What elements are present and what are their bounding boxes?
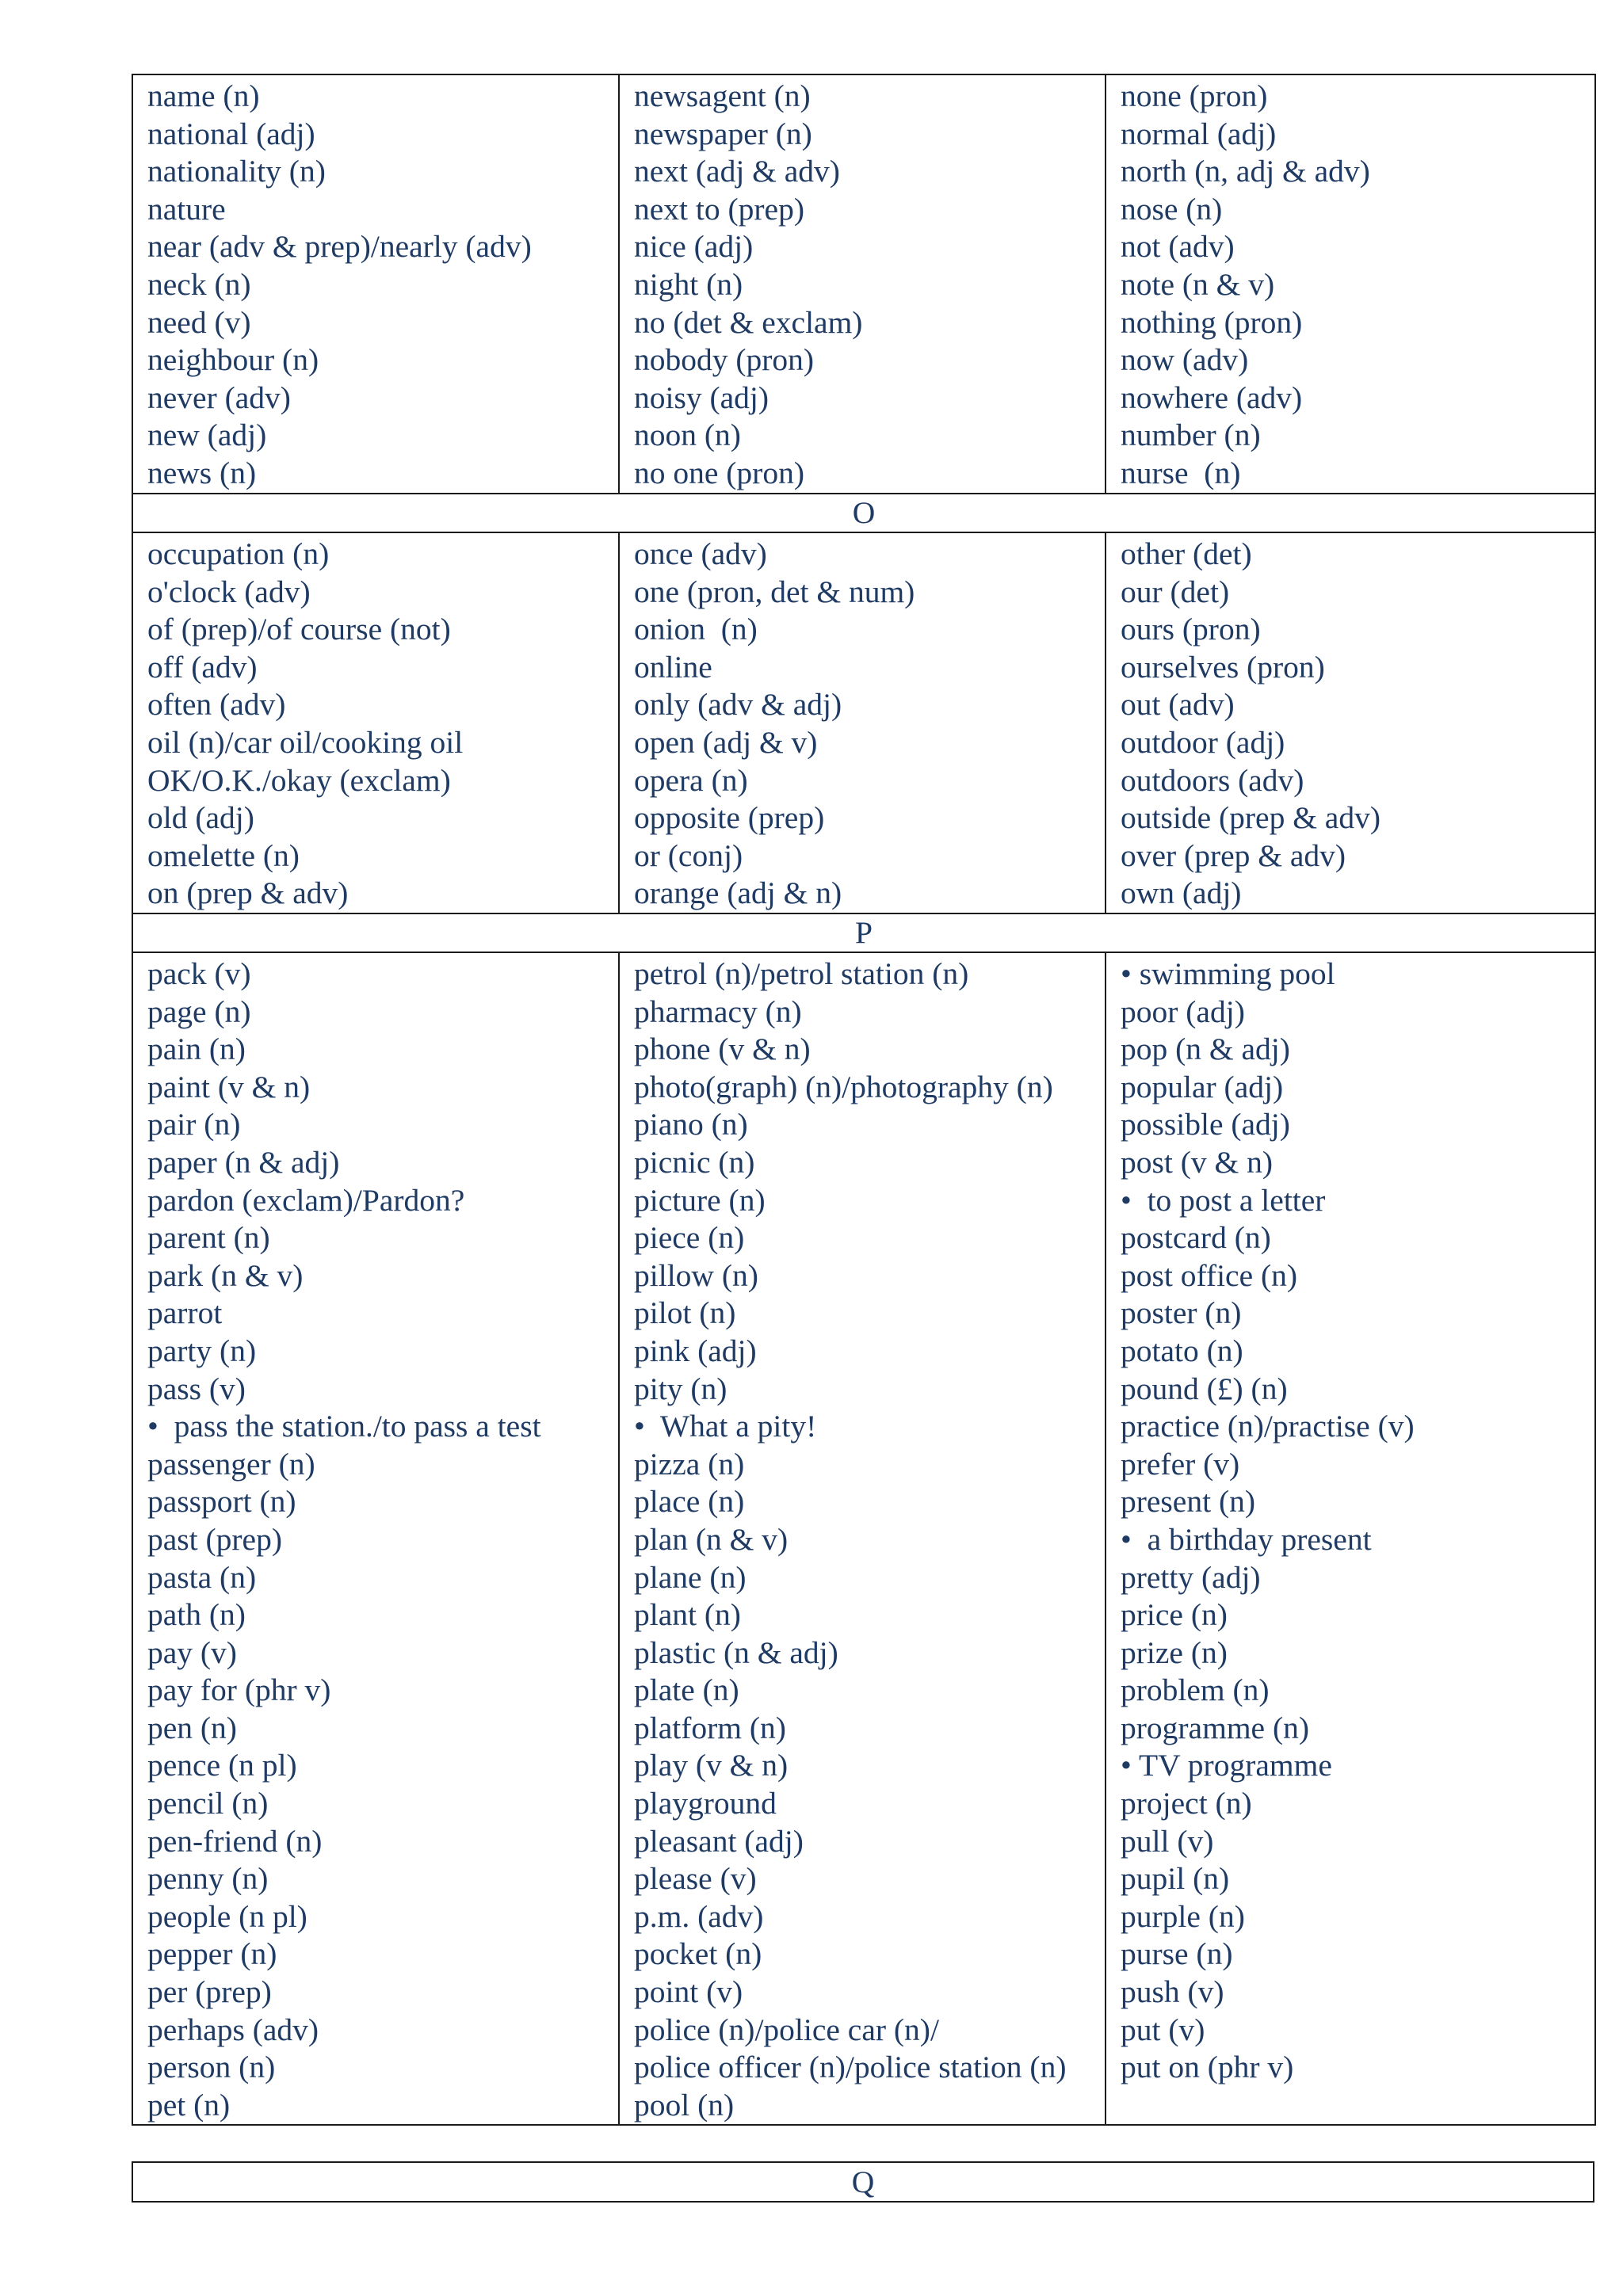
vocabulary-entry: practice (n)/practise (v) [1121,1409,1415,1444]
vocabulary-entry: often (adv) [147,687,286,723]
vocabulary-entry: pull (v) [1121,1823,1214,1859]
vocabulary-entry: ours (pron) [1121,612,1261,647]
vocabulary-entry: pen (n) [147,1710,237,1745]
vocabulary-entry: outdoors (adv) [1121,762,1304,798]
vocabulary-entry: put on (phr v) [1121,2050,1294,2085]
vocabulary-entry: never (adv) [147,379,291,415]
vocabulary-entry: ourselves (pron) [1121,649,1325,685]
vocabulary-entry: or (conj) [634,837,743,873]
vocabulary-entry: oil (n)/car oil/cooking oil [147,724,464,760]
vocabulary-entry: pop (n & adj) [1121,1032,1290,1067]
vocabulary-entry: purse (n) [1121,1936,1233,1972]
vocabulary-entry: party (n) [147,1333,257,1368]
vocabulary-entry: page (n) [147,994,251,1029]
vocabulary-entry: need (v) [147,304,251,340]
vocabulary-entry: pound (£) (n) [1121,1371,1288,1406]
vocabulary-entry: project (n) [1121,1786,1252,1821]
vocabulary-entry: occupation (n) [147,536,330,571]
vocabulary-entry: plan (n & v) [634,1521,789,1557]
vocabulary-entry: outdoor (adj) [1121,724,1285,760]
vocabulary-entry: out (adv) [1121,687,1235,723]
vocabulary-entry: pair (n) [147,1107,241,1142]
vocabulary-entry: omelette (n) [147,837,300,873]
vocabulary-entry: playground [634,1786,777,1821]
vocabulary-entry: present (n) [1121,1484,1255,1520]
vocabulary-entry: play (v & n) [634,1748,789,1783]
vocabulary-entry: opposite (prep) [634,800,825,836]
vocabulary-entry: note (n & v) [1121,266,1275,302]
vocabulary-entry: no (det & exclam) [634,304,863,340]
vocabulary-entry: • a birthday present [1121,1521,1372,1557]
vocabulary-entry: not (adv) [1121,229,1235,265]
vocabulary-entry: poor (adj) [1121,994,1245,1029]
vocabulary-entry: only (adv & adj) [634,687,842,723]
vocabulary-entry: platform (n) [634,1710,786,1745]
vocabulary-entry: place (n) [634,1484,745,1520]
vocabulary-entry: pretty (adj) [1121,1559,1261,1595]
vocabulary-entry: pet (n) [147,2087,231,2122]
vocabulary-entry: pay for (phr v) [147,1672,331,1708]
vocabulary-entry: old (adj) [147,800,254,836]
word-list-column [1106,75,1594,493]
letter-header-o: O [132,494,1595,532]
vocabulary-entry: outside (prep & adv) [1121,800,1381,836]
vocabulary-entry: past (prep) [147,1521,282,1557]
vocabulary-entry: prefer (v) [1121,1446,1240,1482]
vocabulary-entry: pay (v) [147,1634,237,1670]
vocabulary-entry: • What a pity! [634,1409,817,1444]
vocabulary-entry: online [634,649,712,685]
vocabulary-entry: on (prep & adv) [147,875,349,911]
word-list-column [620,533,1105,913]
section-o-header-row [132,494,1595,532]
vocabulary-entry: nature [147,191,226,227]
vocabulary-entry: petrol (n)/petrol station (n) [634,956,969,991]
vocabulary-entry: plate (n) [634,1672,739,1708]
vocabulary-entry: pilot (n) [634,1295,736,1331]
vocabulary-entry: name (n) [147,78,260,113]
vocabulary-entry: noon (n) [634,418,741,453]
vocabulary-entry: passenger (n) [147,1446,315,1482]
vocabulary-entry: OK/O.K./okay (exclam) [147,762,451,798]
vocabulary-entry: pizza (n) [634,1446,745,1482]
vocabulary-entry: postcard (n) [1121,1220,1271,1256]
section-o-row [132,532,1595,913]
vocabulary-entry: national (adj) [147,116,315,151]
vocabulary-entry: price (n) [1121,1597,1228,1633]
vocabulary-entry: problem (n) [1121,1672,1270,1708]
vocabulary-entry: now (adv) [1121,342,1249,378]
letter-header-p: P [132,913,1595,952]
vocabulary-entry: near (adv & prep)/nearly (adv) [147,229,532,265]
vocabulary-entry: people (n pl) [147,1898,307,1934]
vocabulary-entry: o'clock (adv) [147,574,311,609]
vocabulary-entry: neck (n) [147,266,251,302]
vocabulary-entry: own (adj) [1121,875,1242,911]
vocabulary-entry: per (prep) [147,1974,272,2010]
vocabulary-entry: onion (n) [634,612,758,647]
vocabulary-entry: pass (v) [147,1371,246,1406]
vocabulary-entry: open (adj & v) [634,724,818,760]
vocabulary-entry: poster (n) [1121,1295,1242,1331]
vocabulary-entry: newsagent (n) [634,78,811,113]
vocabulary-entry: • pass the station./to pass a test [147,1409,541,1444]
vocabulary-entry: nice (adj) [634,229,754,265]
vocabulary-entry: penny (n) [147,1861,269,1897]
vocabulary-entry: next (adj & adv) [634,154,840,189]
vocabulary-table [132,74,1596,2126]
vocabulary-entry: post (v & n) [1121,1144,1274,1180]
vocabulary-entry: purple (n) [1121,1898,1245,1934]
vocabulary-entry: police (n)/police car (n)/ [634,2012,939,2047]
vocabulary-entry: nothing (pron) [1121,304,1303,340]
vocabulary-entry: point (v) [634,1974,743,2010]
word-list-column [133,533,618,913]
vocabulary-entry: nationality (n) [147,154,326,189]
vocabulary-entry: pardon (exclam)/Pardon? [147,1182,465,1218]
vocabulary-entry: piece (n) [634,1220,745,1256]
vocabulary-entry: next to (prep) [634,191,804,227]
vocabulary-entry: other (det) [1121,536,1252,571]
vocabulary-entry: pool (n) [634,2087,735,2122]
vocabulary-entry: passport (n) [147,1484,296,1520]
vocabulary-entry: post office (n) [1121,1257,1298,1293]
word-list-column [620,75,1105,493]
vocabulary-entry: p.m. (adv) [634,1898,764,1934]
vocabulary-entry: possible (adj) [1121,1107,1290,1142]
vocabulary-entry: neighbour (n) [147,342,319,378]
vocabulary-entry: one (pron, det & num) [634,574,915,609]
vocabulary-entry: prize (n) [1121,1634,1228,1670]
vocabulary-entry: our (det) [1121,574,1230,609]
vocabulary-entry: picture (n) [634,1182,766,1218]
vocabulary-entry: push (v) [1121,1974,1224,2010]
vocabulary-entry: paint (v & n) [147,1069,311,1104]
vocabulary-entry: news (n) [147,455,257,490]
vocabulary-entry: number (n) [1121,418,1261,453]
vocabulary-entry: pupil (n) [1121,1861,1230,1897]
vocabulary-entry: normal (adj) [1121,116,1277,151]
section-p-row [132,952,1595,2125]
vocabulary-entry: pharmacy (n) [634,994,802,1029]
vocabulary-entry: of (prep)/of course (not) [147,612,451,647]
vocabulary-entry: night (n) [634,266,743,302]
vocabulary-entry: pencil (n) [147,1786,269,1821]
vocabulary-entry: pleasant (adj) [634,1823,804,1859]
vocabulary-entry: over (prep & adv) [1121,837,1346,873]
vocabulary-entry: phone (v & n) [634,1032,811,1067]
vocabulary-entry: photo(graph) (n)/photography (n) [634,1069,1053,1104]
vocabulary-entry: plane (n) [634,1559,747,1595]
vocabulary-entry: popular (adj) [1121,1069,1284,1104]
section-n-row [132,74,1595,494]
vocabulary-entry: park (n & v) [147,1257,304,1293]
word-list-column [133,953,618,2124]
vocabulary-entry: pack (v) [147,956,251,991]
vocabulary-entry: • TV programme [1121,1748,1332,1783]
vocabulary-entry: pain (n) [147,1032,246,1067]
vocabulary-entry: no one (pron) [634,455,804,490]
vocabulary-entry: north (n, adj & adv) [1121,154,1370,189]
vocabulary-entry: pity (n) [634,1371,727,1406]
vocabulary-entry: picnic (n) [634,1144,755,1180]
word-list-column [1106,953,1594,2124]
vocabulary-entry: paper (n & adj) [147,1144,340,1180]
vocabulary-entry: nowhere (adv) [1121,379,1303,415]
vocabulary-entry: pocket (n) [634,1936,762,1972]
vocabulary-entry: parrot [147,1295,223,1331]
vocabulary-entry: pasta (n) [147,1559,257,1595]
word-list-column [1106,533,1594,913]
vocabulary-entry: person (n) [147,2050,276,2085]
vocabulary-entry: nose (n) [1121,191,1223,227]
word-list-column [133,75,618,493]
vocabulary-entry: orange (adj & n) [634,875,842,911]
vocabulary-entry: nobody (pron) [634,342,815,378]
section-p-header-row [132,913,1595,952]
word-list-column [620,953,1105,2124]
vocabulary-entry: none (pron) [1121,78,1268,113]
vocabulary-entry: once (adv) [634,536,767,571]
vocabulary-entry: police officer (n)/police station (n) [634,2050,1067,2085]
vocabulary-entry: pen-friend (n) [147,1823,323,1859]
vocabulary-entry: pence (n pl) [147,1748,297,1783]
vocabulary-entry: pink (adj) [634,1333,757,1368]
vocabulary-entry: nurse (n) [1121,455,1241,490]
vocabulary-entry: perhaps (adv) [147,2012,319,2047]
vocabulary-entry: noisy (adj) [634,379,769,415]
vocabulary-entry: programme (n) [1121,1710,1310,1745]
vocabulary-entry: • to post a letter [1121,1182,1326,1218]
letter-header-q: Q [132,2161,1594,2203]
vocabulary-entry: put (v) [1121,2012,1205,2047]
vocabulary-entry: new (adj) [147,418,267,453]
vocabulary-entry: path (n) [147,1597,246,1633]
vocabulary-entry: plastic (n & adj) [634,1634,838,1670]
vocabulary-entry: please (v) [634,1861,757,1897]
vocabulary-entry: opera (n) [634,762,748,798]
vocabulary-entry: off (adv) [147,649,258,685]
vocabulary-entry: pepper (n) [147,1936,277,1972]
vocabulary-entry: newspaper (n) [634,116,812,151]
vocabulary-entry: piano (n) [634,1107,748,1142]
vocabulary-entry: potato (n) [1121,1333,1243,1368]
vocabulary-entry: plant (n) [634,1597,741,1633]
vocabulary-entry: pillow (n) [634,1257,758,1293]
vocabulary-entry: • swimming pool [1121,956,1335,991]
vocabulary-entry: parent (n) [147,1220,270,1256]
